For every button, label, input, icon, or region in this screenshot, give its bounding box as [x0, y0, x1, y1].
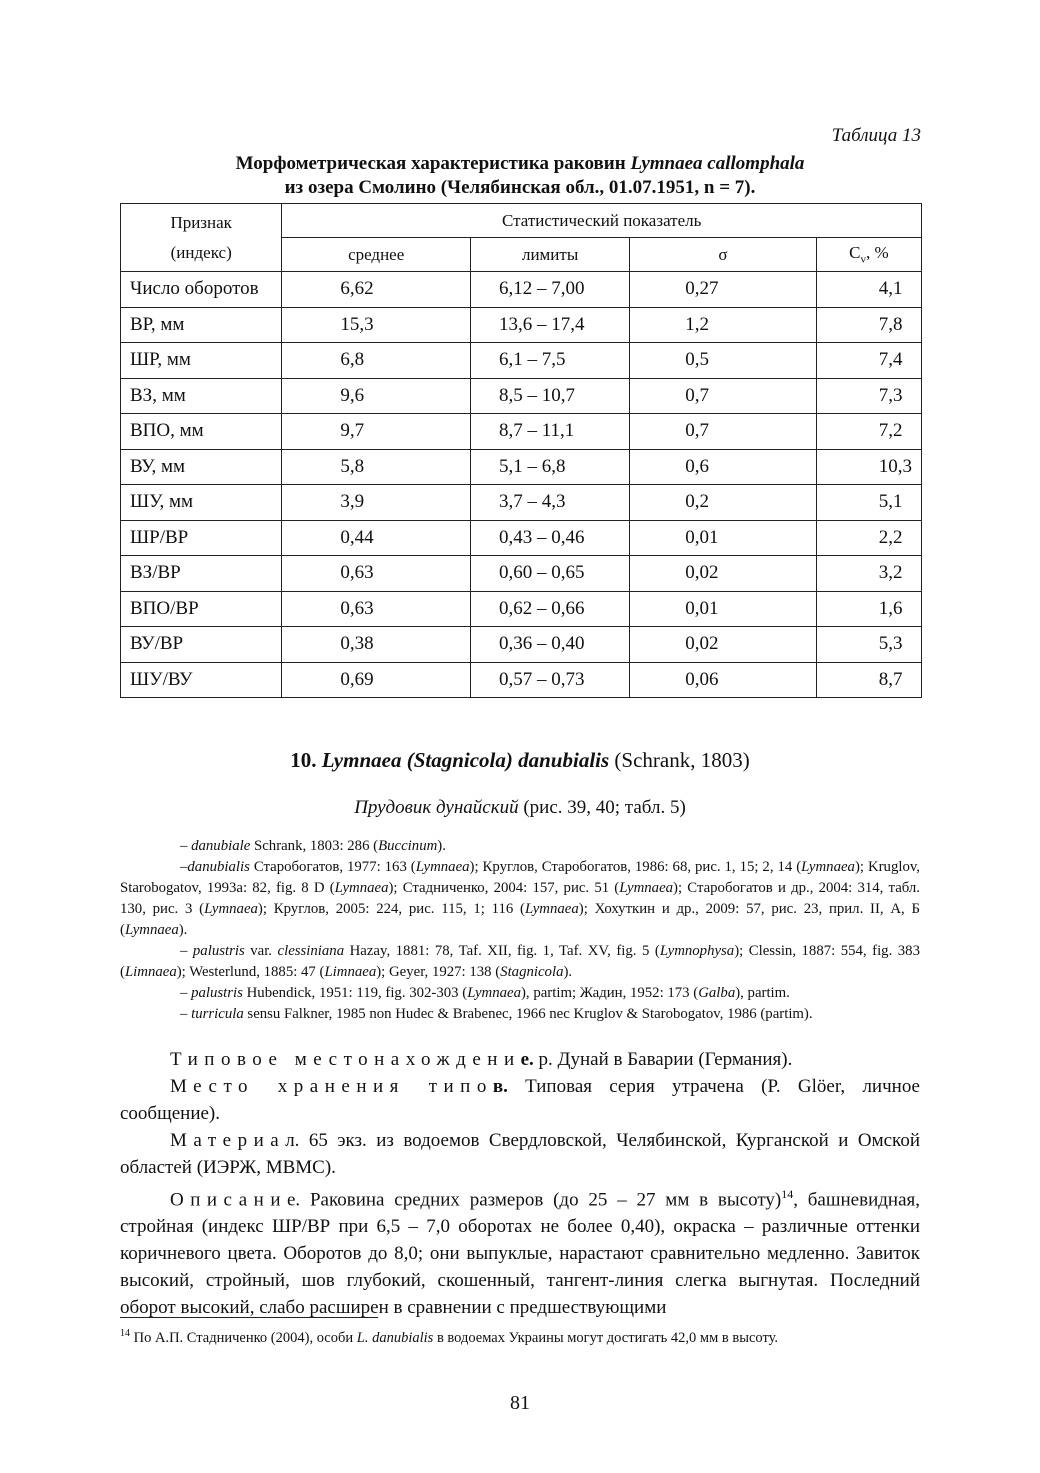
cell-limits: 0,60 – 0,65 — [470, 556, 629, 592]
table-row — [121, 272, 922, 308]
cell-feature: ВЗ/ВР — [121, 556, 282, 592]
footnote-divider — [120, 1317, 378, 1318]
cell-mean: 0,69 — [282, 662, 471, 698]
cell-sigma: 0,06 — [630, 662, 816, 698]
table-number-label: Таблица 13 — [831, 125, 921, 146]
cell-limits: 6,12 – 7,00 — [470, 272, 629, 308]
cell-feature: ВУ, мм — [121, 449, 282, 485]
cell-limits: 5,1 – 6,8 — [470, 449, 629, 485]
table-row — [121, 485, 922, 521]
cell-cv: 7,3 — [816, 378, 921, 414]
page-number: 81 — [510, 1392, 530, 1414]
cell-mean: 3,9 — [282, 485, 471, 521]
table-row — [121, 520, 922, 556]
cell-mean: 0,63 — [282, 556, 471, 592]
cell-limits: 0,36 – 0,40 — [470, 627, 629, 663]
footnote: $^{14}$ По А.П. Стадниченко (2004), особи L. danubialis в водоемах Украины могут достигать 42,0 мм в высоту. — [120, 1328, 779, 1346]
synonym-entry: – palustris Hubendick, 1951: 119, fig. 302-303 (Lymnaea), partim; Жадин, 1952: 173 (Galba), partim. — [180, 985, 790, 1001]
header-mean: среднее — [282, 238, 471, 272]
table-row — [121, 662, 922, 698]
cell-limits: 6,1 – 7,5 — [470, 343, 629, 379]
cell-sigma: 0,01 — [630, 520, 816, 556]
species-description — [120, 1046, 920, 1321]
cell-sigma: 0,7 — [630, 414, 816, 450]
cell-feature: ВПО/ВР — [121, 591, 282, 627]
cell-sigma: 0,01 — [630, 591, 816, 627]
cell-sigma: 0,5 — [630, 343, 816, 379]
cell-limits: 0,57 – 0,73 — [470, 662, 629, 698]
table-row — [121, 307, 922, 343]
cell-cv: 3,2 — [816, 556, 921, 592]
cell-cv: 2,2 — [816, 520, 921, 556]
header-statistic: Статистический показатель — [282, 204, 922, 238]
cell-cv: 7,2 — [816, 414, 921, 450]
cell-sigma: 0,7 — [630, 378, 816, 414]
species-common-name: Прудовик дунайский — [354, 797, 519, 818]
cell-limits: 8,5 – 10,7 — [470, 378, 629, 414]
cell-limits: 0,43 – 0,46 — [470, 520, 629, 556]
material-paragraph: Материал. 65 экз. из водоемов Свердловской, Челябинской, Курганской и Омской областей (ИЭРЖ, МВМС). — [120, 1130, 920, 1178]
synonym-entry: – turricula sensu Falkner, 1985 non Hudec & Brabenec, 1966 nec Kruglov & Starobogatov, 1986 (partim). — [180, 1006, 813, 1022]
table-body — [121, 272, 922, 698]
table-row — [121, 627, 922, 663]
cell-sigma: 0,6 — [630, 449, 816, 485]
cell-sigma: 1,2 — [630, 307, 816, 343]
species-author: (Schrank, 1803) — [609, 748, 750, 772]
cell-sigma: 0,02 — [630, 627, 816, 663]
cell-mean: 15,3 — [282, 307, 471, 343]
cell-feature: ШР/ВР — [121, 520, 282, 556]
table-row — [121, 556, 922, 592]
cell-limits: 3,7 – 4,3 — [470, 485, 629, 521]
species-common-name-line — [120, 797, 920, 819]
cell-mean: 9,7 — [282, 414, 471, 450]
header-feature: Признак (индекс) — [121, 204, 282, 272]
table-row — [121, 414, 922, 450]
cell-cv: 5,3 — [816, 627, 921, 663]
cell-cv: 8,7 — [816, 662, 921, 698]
cell-mean: 9,6 — [282, 378, 471, 414]
cell-mean: 0,44 — [282, 520, 471, 556]
species-refs: (рис. 39, 40; табл. 5) — [518, 797, 686, 818]
cell-cv: 4,1 — [816, 272, 921, 308]
cell-cv: 10,3 — [816, 449, 921, 485]
cell-feature: ШУ, мм — [121, 485, 282, 521]
species-heading: 10. Lymnaea (Stagnicola) danubialis (Schrank, 1803) — [290, 748, 750, 772]
synonym-entry: – palustris var. clessiniana Hazay, 1881: 78, Taf. XII, fig. 1, Taf. XV, fig. 5 (Lymnophysa); Clessin, 1887: 554, fig. 383 (Limnaea); Westerlund, 1885: 47 (Limnaea); Geyer, 1927: 138 (Stagnicola). — [120, 943, 920, 980]
synonymy-list — [120, 836, 920, 1025]
cell-feature: ВПО, мм — [121, 414, 282, 450]
cell-mean: 6,8 — [282, 343, 471, 379]
table-row — [121, 343, 922, 379]
cell-cv: 5,1 — [816, 485, 921, 521]
cell-mean: 0,38 — [282, 627, 471, 663]
table-row — [121, 591, 922, 627]
cell-mean: 0,63 — [282, 591, 471, 627]
type-locality-paragraph: Типовое местонахождение. р. Дунай в Баварии (Германия). — [170, 1049, 793, 1070]
synonym-entry: – danubiale Schrank, 1803: 286 (Buccinum). — [180, 838, 446, 854]
cell-limits: 13,6 – 17,4 — [470, 307, 629, 343]
cell-feature: ШУ/ВУ — [121, 662, 282, 698]
cell-sigma: 0,02 — [630, 556, 816, 592]
cell-limits: 8,7 – 11,1 — [470, 414, 629, 450]
cell-cv: 7,4 — [816, 343, 921, 379]
table-title — [120, 152, 920, 200]
header-cv: $C_v$, % — [816, 238, 921, 272]
species-name: Lymnaea (Stagnicola) danubialis — [321, 748, 610, 772]
header-sigma: σ — [630, 238, 816, 272]
cell-feature: Число оборотов — [121, 272, 282, 308]
table-title-line2: из озера Смолино (Челябинская обл., 01.07.1951, n = 7). — [284, 177, 756, 198]
description-paragraph: Описание. Раковина средних размеров (до 25 – 27 мм в высоту)$^{14}$, башневидная, стройная (индекс ШР/ВР при 6,5 – 7,0 оборотах не более 0,40), окраска – различные оттенки коричневого цвета. Оборотов до 8,0; они выпуклые, нарастают сравнительно медленно. Завиток высокий, стройный, шов глубокий, скошенный, тангент-линия слегка выгнутая. Последний оборот высокий, слабо расширен в сравнении с предшествующими — [120, 1187, 920, 1319]
cell-mean: 6,62 — [282, 272, 471, 308]
cell-cv: 1,6 — [816, 591, 921, 627]
cell-feature: ВЗ, мм — [121, 378, 282, 414]
cell-mean: 5,8 — [282, 449, 471, 485]
cell-cv: 7,8 — [816, 307, 921, 343]
header-limits: лимиты — [470, 238, 629, 272]
table-row — [121, 449, 922, 485]
cell-feature: ВР, мм — [121, 307, 282, 343]
synonym-entry: –danubialis Старобогатов, 1977: 163 (Lymnaea); Круглов, Старобогатов, 1986: 68, рис. 1, 15; 2, 14 (Lymnaea); Kruglov, Starobogatov, 1993a: 82, fig. 8 D (Lymnaea); Стадниченко, 2004: 157, рис. 51 (Lymnaea); Старобогатов и др., 2004: 314, табл. 130, рис. 3 (Lymnaea); Круглов, 2005: 224, рис. 115, 1; 116 (Lymnaea); Хохуткин и др., 2009: 57, рис. 23, прил. II, А, Б (Lymnaea). — [120, 859, 921, 938]
cell-sigma: 0,27 — [630, 272, 816, 308]
table-title-text: Морфометрическая характеристика раковин — [235, 153, 631, 174]
type-depository-paragraph: Место хранения типов. Типовая серия утрачена (P. Glöer, личное сообщение). — [120, 1076, 920, 1124]
cell-sigma: 0,2 — [630, 485, 816, 521]
cell-feature: ШР, мм — [121, 343, 282, 379]
table-title-species: Lymnaea callomphala — [630, 153, 805, 174]
footnote-ref: 14 — [781, 1187, 794, 1201]
cell-feature: ВУ/ВР — [121, 627, 282, 663]
morphometric-table — [120, 203, 922, 698]
table-row — [121, 378, 922, 414]
cell-limits: 0,62 – 0,66 — [470, 591, 629, 627]
